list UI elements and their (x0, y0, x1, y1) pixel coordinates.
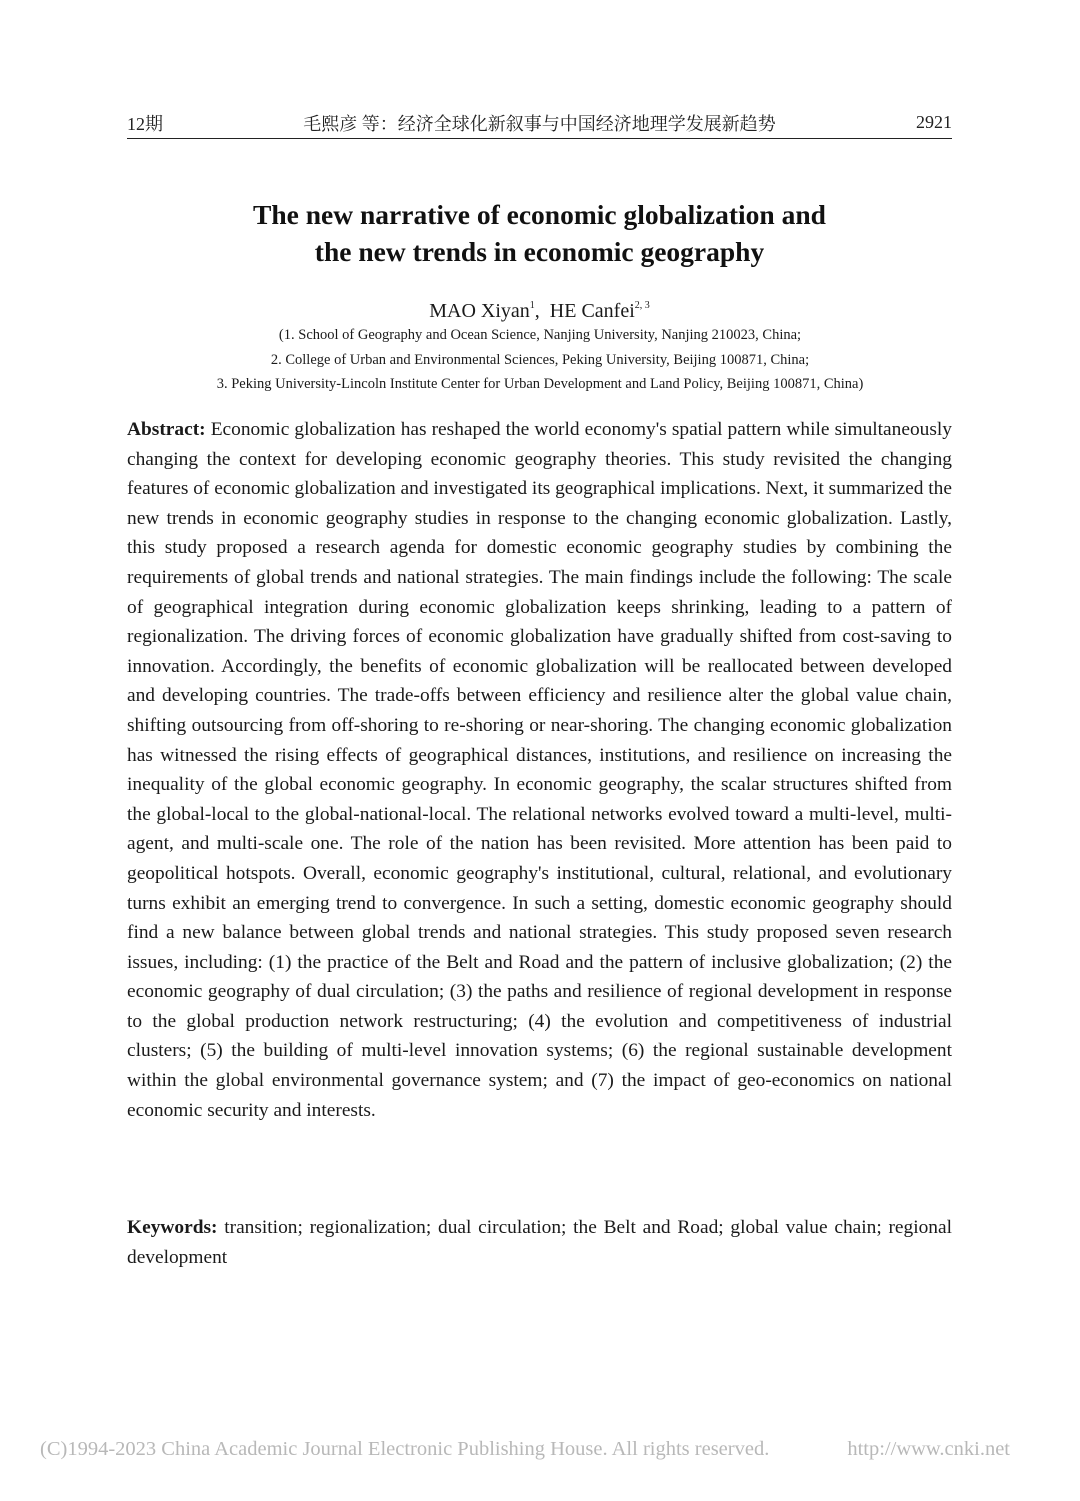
running-title: 毛熙彦 等：经济全球化新叙事与中国经济地理学发展新趋势 (303, 114, 776, 134)
author-2-name: HE Canfei (549, 300, 635, 322)
author-2-affiliation-mark: 2, 3 (634, 300, 650, 311)
affiliations (100, 323, 980, 397)
paper-title (127, 196, 952, 270)
running-header (127, 108, 952, 139)
abstract (127, 415, 952, 1125)
footer-url: http://www.cnki.net (847, 1438, 1010, 1460)
author-list (127, 294, 952, 323)
keywords-text: transition; regionalization; dual circulation; the Belt and Road; global value chain; regional development (127, 1217, 952, 1268)
abstract-label: Abstract: (127, 419, 206, 440)
author-1-name: MAO Xiyan (429, 300, 530, 322)
author-separator: , (534, 300, 540, 322)
affiliation-1: (1. School of Geography and Ocean Science, Nanjing University, Nanjing 210023, China; (278, 327, 802, 343)
copyright-notice: (C)1994-2023 China Academic Journal Electronic Publishing House. All rights reserved. (40, 1438, 770, 1460)
keywords-label: Keywords: (127, 1217, 218, 1238)
issue-number: 12期 (127, 114, 163, 134)
affiliation-3: 3. Peking University-Lincoln Institute Center for Urban Development and Land Policy, Beijing 100871, China) (216, 376, 864, 392)
page-number: 2921 (916, 112, 952, 132)
title-line-2: the new trends in economic geography (314, 236, 765, 267)
affiliation-2: 2. College of Urban and Environmental Sciences, Peking University, Beijing 100871, China; (270, 351, 810, 368)
title-line-1: The new narrative of economic globalization and (253, 199, 826, 230)
author-1-affiliation-mark: 1 (529, 300, 535, 311)
keywords (127, 1213, 952, 1272)
footer (40, 1438, 1040, 1461)
abstract-text: Economic globalization has reshaped the world economy's spatial pattern while simultaneously changing the context for developing economic geography theories. This study revisited the changing features of economic globalization and investigated its geographical implications. Next, it summarized the new trends in economic geography studies in response to the changing economic globalization. Lastly, this study proposed a research agenda for domestic economic geography studies by combining the requirements of global trends and national strategies. The main findings include the following: The scale of geographical integration during economic globalization keeps shrinking, leading to a pattern of regionalization. The driving forces of economic globalization have gradually shifted from cost-saving to innovation. Accordingly, the benefits of economic globalization will be reallocated between developed and developing countries. The trade-offs between efficiency and resilience alter the global value chain, shifting outsourcing from off-shoring to re-shoring or near-shoring. The changing economic globalization has witnessed the rising effects of geographical distances, institutions, and resilience on increasing the inequality of the global economic geography. In economic geography, the scalar structures shifted from the global-local to the global-national-local. The relational networks evolved toward a multi-level, multi-agent, and multi-scale one. The role of the nation has been revisited. More attention has been paid to geopolitical hotspots. Overall, economic geography's institutional, cultural, relational, and evolutionary turns exhibit an emerging trend to convergence. In such a setting, domestic economic geography should find a new balance between global trends and national strategies. This study proposed seven research issues, including: (1) the practice of the Belt and Road and the pattern of inclusive globalization; (2) the economic geography of dual circulation; (3) the paths and resilience of regional development in response to the global production network restructuring; (4) the evolution and competitiveness of industrial clusters; (5) the building of multi-level innovation systems; (6) the regional sustainable development within the global environmental governance system; and (7) the impact of geo-economics on national economic security and interests. (127, 419, 952, 1121)
